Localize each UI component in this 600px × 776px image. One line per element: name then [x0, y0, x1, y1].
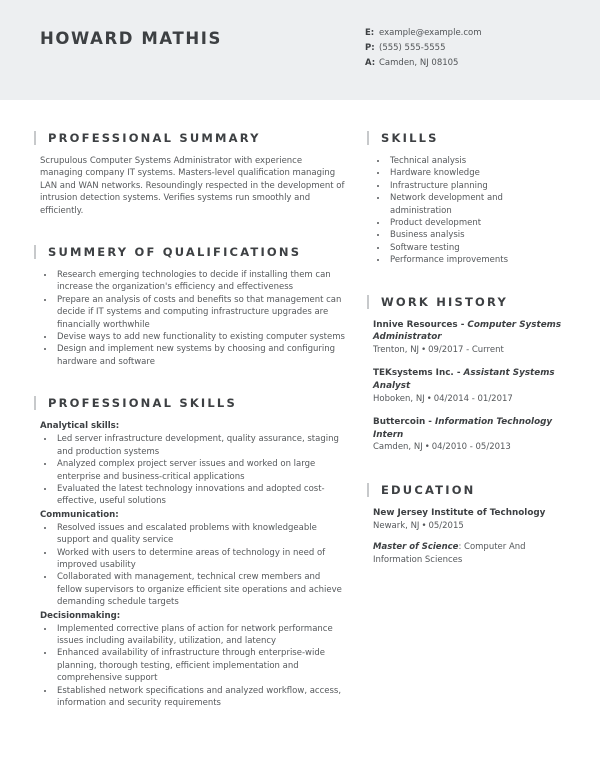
bullet-separator: • — [424, 442, 430, 453]
education-meta-line — [373, 520, 565, 534]
list-item: • Hardware knowledge — [388, 167, 565, 179]
job-dates: 04/2010 - 05/2013 — [431, 442, 511, 453]
contact-email-value: example@example.com — [379, 28, 482, 38]
job-dates: 04/2014 - 01/2017 — [433, 393, 513, 404]
job-separator: - — [453, 368, 464, 379]
education-location: Newark, NJ — [373, 520, 420, 531]
skills-title: SKILLS — [367, 131, 565, 145]
list-item: • Network development and administration — [388, 192, 565, 217]
job-separator: - — [425, 417, 435, 428]
professional-summary-title: PROFESSIONAL SUMMARY — [34, 131, 346, 145]
job-location: Trenton, NJ — [373, 344, 420, 355]
left-column — [40, 131, 346, 737]
qualifications-list — [40, 269, 346, 368]
list-item: • Enhanced availability of infrastructure through enterprise-wide planning, thorough testing, efficient implementation and comprehensive support — [55, 647, 346, 684]
bullet-separator: • — [421, 344, 427, 355]
job-role: Information Technology Intern — [373, 417, 553, 440]
professional-summary-text: Scrupulous Computer Systems Administrator with experience managing company IT systems. Masters-level qualification managing LAN and WAN networks. Resoundingly respected in the development of intrusion detection systems. Verifies systems run smoothly and efficiently. — [40, 156, 345, 216]
list-item: • Collaborated with management, technical crew members and fellow supervisors to organize efficient site operations and achieve demanding schedule targets — [55, 571, 346, 608]
list-item: • Product development — [388, 217, 565, 229]
contact-address-label: A: — [365, 58, 376, 68]
list-item: • Implemented corrective plans of action for network performance issues including availability, utilization, and latency — [55, 623, 346, 648]
resume-body — [0, 100, 600, 737]
contact-address — [365, 56, 482, 71]
skill-group-label-analytical: Analytical skills: — [40, 421, 120, 432]
education-date: 05/2015 — [428, 520, 464, 531]
contact-phone-value: (555) 555-5555 — [379, 43, 446, 53]
job-company: TEKsystems Inc. — [373, 368, 454, 379]
job-location: Camden, NJ — [373, 442, 423, 453]
education-degree-line — [373, 541, 565, 566]
job-dates: 09/2017 - Current — [428, 344, 504, 355]
list-item: • Evaluated the latest technology innovations and adopted cost-effective, useful solutions — [55, 483, 346, 508]
job-meta-line — [373, 441, 565, 455]
skill-group-list-communication — [40, 522, 346, 609]
education-title: EDUCATION — [367, 483, 565, 497]
list-item: • Worked with users to determine areas of technology in need of improved usability — [55, 547, 346, 572]
resume-header — [0, 0, 600, 100]
candidate-name: HOWARD MATHIS — [40, 29, 223, 48]
contact-phone — [365, 41, 482, 56]
skill-group-label-communication: Communication: — [40, 509, 119, 520]
list-item: • Led server infrastructure development, quality assurance, staging and production systems — [55, 433, 346, 458]
job-meta-line — [373, 393, 565, 407]
skills-list — [373, 155, 565, 267]
contact-email-label: E: — [365, 28, 375, 38]
section-professional-skills — [40, 396, 346, 709]
skill-group-list-decisionmaking — [40, 623, 346, 710]
section-professional-summary — [40, 131, 346, 217]
job-title-line — [373, 319, 565, 344]
skill-group-list-analytical — [40, 433, 346, 507]
bullet-separator: • — [421, 520, 427, 531]
list-item: • Prepare an analysis of costs and benefits so that management can decide if IT systems and computing infrastructure upgrades are financially worthwhile — [55, 294, 346, 331]
list-item: • Infrastructure planning — [388, 180, 565, 192]
section-education — [373, 483, 565, 566]
section-work-history — [373, 295, 565, 455]
work-history-entry — [373, 367, 565, 406]
professional-skills-title: PROFESSIONAL SKILLS — [34, 396, 346, 410]
contact-address-value: Camden, NJ 08105 — [379, 58, 459, 68]
education-degree: Master of Science — [373, 542, 459, 553]
job-title-line — [373, 367, 565, 392]
list-item: • Design and implement new systems by choosing and configuring hardware and software — [55, 343, 346, 368]
contact-phone-label: P: — [365, 43, 375, 53]
work-history-entry — [373, 416, 565, 455]
work-history-entry — [373, 319, 565, 358]
job-role: Computer Systems Administrator — [373, 319, 562, 343]
list-item: • Software testing — [388, 242, 565, 254]
bullet-separator: • — [426, 393, 432, 404]
contact-block — [365, 26, 482, 71]
job-company: Buttercoin — [373, 417, 426, 428]
right-column — [373, 131, 565, 737]
list-item: • Business analysis — [388, 229, 565, 241]
job-company: Innive Resources — [373, 319, 458, 330]
job-role: Assistant Systems Analyst — [373, 368, 555, 391]
section-skills — [373, 131, 565, 267]
list-item: • Resolved issues and escalated problems with knowledgeable support and quality service — [55, 522, 346, 547]
list-item: • Technical analysis — [388, 155, 565, 167]
list-item: • Performance improvements — [388, 254, 565, 266]
job-title-line — [373, 416, 565, 441]
work-history-title: WORK HISTORY — [367, 295, 565, 309]
contact-email — [365, 26, 482, 41]
list-item: • Devise ways to add new functionality to existing computer systems — [55, 331, 346, 343]
section-qualifications — [40, 245, 346, 368]
list-item: • Analyzed complex project server issues and worked on large enterprise and business-critical applications — [55, 458, 346, 483]
job-separator: - — [457, 319, 468, 330]
skill-group-label-decisionmaking: Decisionmaking: — [40, 610, 121, 621]
job-location: Hoboken, NJ — [373, 393, 425, 404]
education-school: New Jersey Institute of Technology — [373, 507, 546, 518]
job-meta-line — [373, 344, 565, 358]
education-field: : Computer And Information Sciences — [373, 542, 526, 565]
list-item: • Research emerging technologies to decide if installing them can increase the organization's efficiency and effectiveness — [55, 269, 346, 294]
qualifications-title: SUMMERY OF QUALIFICATIONS — [34, 245, 346, 259]
list-item: • Established network specifications and analyzed workflow, access, information and security requirements — [55, 685, 346, 710]
